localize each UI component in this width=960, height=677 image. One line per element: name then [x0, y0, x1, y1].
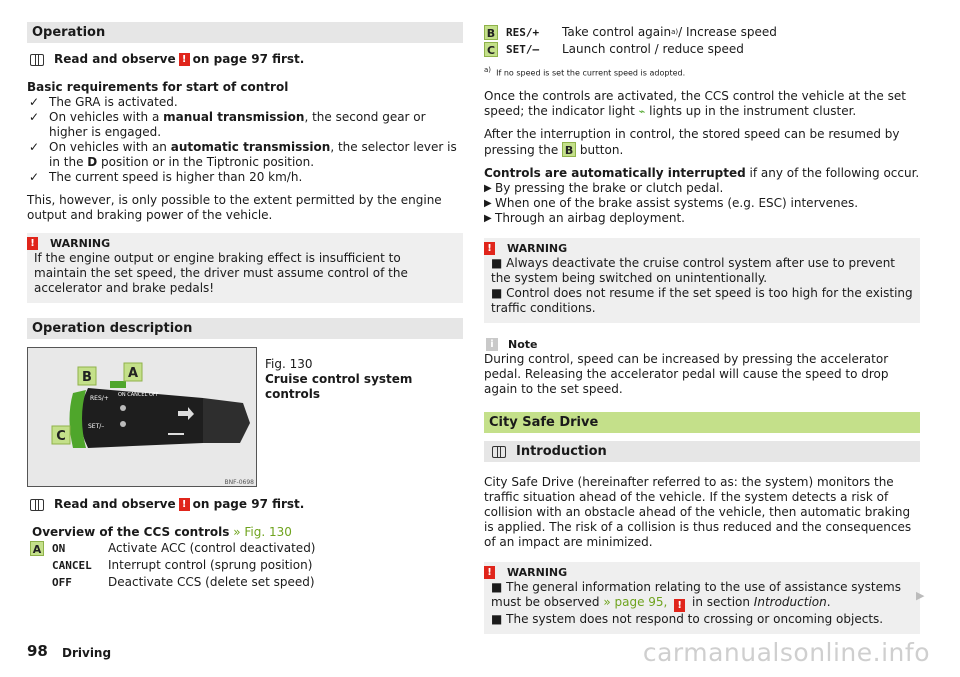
table-row: OFF Deactivate CCS (delete set speed)	[52, 575, 315, 589]
figure-label-b: B	[82, 370, 92, 385]
list-item: ▶ By pressing the brake or clutch pedal.	[484, 180, 724, 195]
read-observe-text: Read and observe	[54, 52, 176, 66]
res-plus-button-icon: RES/+	[506, 26, 540, 39]
section-operation-description-title: Operation description	[27, 318, 463, 339]
warning-box	[27, 233, 463, 303]
section-introduction-title: Introduction	[484, 441, 920, 462]
read-observe-page[interactable]: on page 97 first.	[192, 52, 305, 66]
info-icon: i	[486, 338, 498, 351]
check-icon: ✓	[29, 95, 40, 109]
on-button-icon: ON	[52, 542, 66, 555]
page-number: 98	[27, 642, 48, 660]
control-key-badge: A	[30, 541, 44, 556]
warning-icon: !	[27, 237, 38, 250]
overview-heading: Overview of the CCS controls » Fig. 130	[32, 525, 292, 539]
cancel-button-icon: CANCEL	[52, 559, 92, 572]
svg-text:SET/–: SET/–	[88, 423, 105, 430]
page-reference-link[interactable]: » page 95,	[603, 594, 668, 609]
warning-item: ■ Always deactivate the cruise control system after use to prevent the system being switched on unintentionally.	[491, 255, 896, 285]
controls-table	[27, 540, 463, 591]
table-row: B RES/+ Take control again a) / Increase speed	[484, 24, 920, 41]
activation-paragraph: Once the controls are activated, the CCS control the vehicle at the set speed; the indicator light ⌁ lights up in the instrument cluster.	[484, 88, 906, 118]
list-item: ✓ On vehicles with an automatic transmission, the selector lever is in the D position or in the Tiptronic position.	[29, 140, 457, 169]
book-icon	[30, 499, 44, 510]
table-row: C SET/– Launch control / reduce speed	[484, 41, 920, 58]
list-item: ✓ The GRA is activated.	[29, 95, 178, 109]
read-observe-text: Read and observe	[54, 497, 176, 511]
check-icon: ✓	[29, 110, 40, 124]
figure-number: Fig. 130	[265, 357, 313, 371]
limit-paragraph: This, however, is only possible to the extent permitted by the engine output and braking power of the vehicle.	[27, 193, 442, 222]
list-item: ▶ When one of the brake assist systems (e.g. ESC) intervenes.	[484, 195, 859, 210]
note-title: i Note	[484, 337, 920, 352]
warning-icon: !	[179, 53, 190, 66]
warning-title: ! WARNING	[491, 565, 913, 580]
warning-title: ! WARNING	[34, 236, 456, 251]
read-observe-note	[27, 52, 463, 67]
figure	[27, 347, 463, 487]
continue-arrow-icon: ▶	[916, 589, 925, 602]
section-city-safe-drive-title: City Safe Drive	[484, 412, 920, 433]
cruise-control-stalk-illustration	[28, 348, 257, 487]
right-column	[484, 24, 920, 634]
figure-image	[27, 347, 257, 487]
warning-item: ■ The system does not respond to crossing or oncoming objects.	[491, 611, 884, 626]
requirements-list	[27, 95, 463, 185]
warning-text: If the engine output or engine braking effect is insufficient to maintain the set speed, the driver must assume control of the accelerator and brake pedals!	[34, 251, 408, 295]
figure-caption	[265, 347, 463, 487]
note-text: During control, speed can be increased by pressing the accelerator pedal. Releasing the accelerator pedal will cause the speed to drop again to the set speed.	[484, 351, 889, 396]
chapter-name: Driving	[62, 646, 112, 660]
basic-requirements-heading: Basic requirements for start of control	[27, 80, 289, 94]
warning-icon: !	[484, 566, 495, 579]
list-item: ▶ Through an airbag deployment.	[484, 210, 685, 225]
svg-text:RES/+: RES/+	[90, 395, 109, 402]
table-row: CANCEL Interrupt control (sprung position)	[52, 558, 313, 572]
warning-item: ■ Control does not resume if the set speed is too high for the existing traffic conditions.	[491, 285, 913, 315]
warning-box	[484, 238, 920, 323]
warning-icon: !	[484, 242, 495, 255]
figure-label-c: C	[56, 429, 66, 444]
list-item: ✓ On vehicles with a manual transmission, the second gear or higher is engaged.	[29, 110, 426, 139]
warning-box	[484, 562, 920, 634]
off-button-icon: OFF	[52, 576, 72, 589]
controls-table-cont	[484, 24, 920, 58]
note-box	[484, 337, 920, 397]
warning-icon: !	[674, 599, 685, 612]
read-observe-page[interactable]: on page 97 first.	[192, 497, 305, 511]
section-operation-title: Operation	[27, 22, 463, 43]
warning-title: ! WARNING	[491, 241, 913, 256]
watermark: carmanualsonline.info	[642, 638, 930, 667]
figure-code: BNF-0698	[224, 479, 254, 486]
arrow-bullet-icon: ▶	[484, 197, 492, 209]
cruise-indicator-icon: ⌁	[638, 104, 646, 118]
check-icon: ✓	[29, 140, 40, 154]
control-key-badge: C	[484, 42, 498, 57]
arrow-bullet-icon: ▶	[484, 212, 492, 224]
read-observe-note	[27, 497, 463, 512]
left-column	[27, 22, 463, 591]
warning-item: ■ The general information relating to the use of assistance systems must be observed » page 95, ! in section Introduction.	[491, 579, 901, 611]
warning-icon: !	[179, 498, 190, 511]
footnote: $^{a)}$ If no speed is set the current speed is adopted.	[484, 66, 686, 78]
check-icon: ✓	[29, 170, 40, 184]
arrow-bullet-icon: ▶	[484, 182, 492, 194]
book-icon	[492, 446, 506, 457]
figure-label-a: A	[127, 366, 139, 381]
svg-text:ON CANCEL OFF: ON CANCEL OFF	[118, 392, 159, 398]
control-key-badge: B	[562, 142, 576, 157]
control-key-badge: B	[484, 25, 498, 40]
book-icon	[30, 54, 44, 65]
table-row: A ON Activate ACC (control deactivated)	[30, 540, 463, 557]
interrupt-list	[484, 181, 920, 226]
set-minus-button-icon: SET/–	[506, 43, 540, 56]
intro-paragraph: City Safe Drive (hereinafter referred to as: the system) monitors the traffic situation ahead of the vehicle. If the system detects a risk of collision with an obstacle ahead of the vehicle, then automatic braking is applied. The risk of a collision is thus reduced and the consequences of an impact are minimized.	[484, 474, 912, 549]
list-item: ✓ The current speed is higher than 20 km/h.	[29, 170, 303, 184]
figure-title: Cruise control system controls	[265, 372, 413, 401]
resume-paragraph: After the interruption in control, the stored speed can be resumed by pressing the B button.	[484, 126, 900, 157]
figure-reference-link[interactable]: » Fig. 130	[233, 525, 292, 539]
auto-interrupt-paragraph: Controls are automatically interrupted if any of the following occur.	[484, 165, 920, 180]
